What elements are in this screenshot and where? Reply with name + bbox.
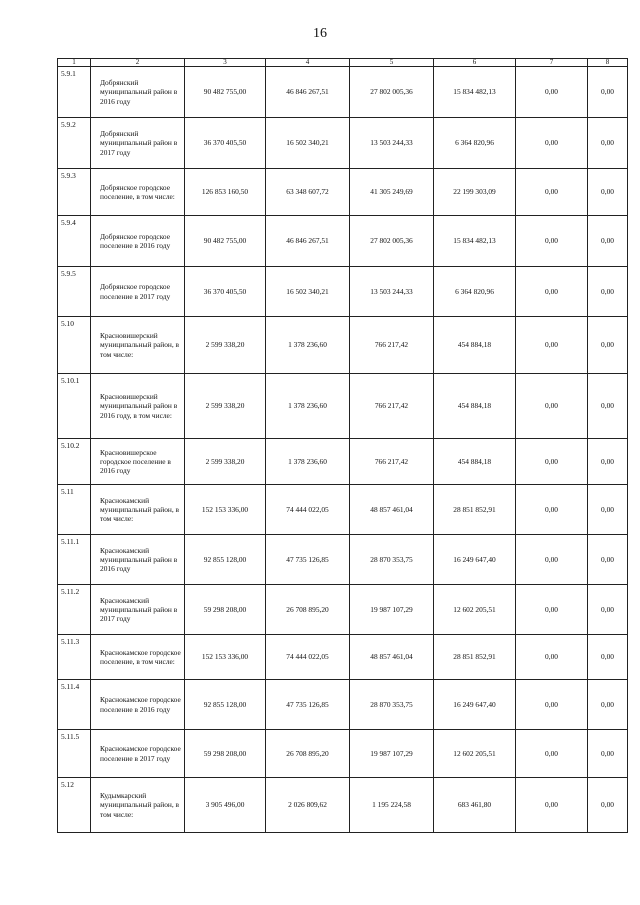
value-col-4: 46 846 267,51	[266, 67, 350, 118]
value-col-8: 0,00	[588, 216, 628, 267]
value-col-6: 454 884,18	[434, 374, 516, 439]
row-name: Краснокамское городское поселение, в том числе:	[91, 635, 185, 680]
row-name: Красновишерское городское поселение в 2016 году	[91, 439, 185, 485]
value-col-4: 47 735 126,85	[266, 535, 350, 585]
row-number: 5.11.1	[58, 535, 91, 585]
value-col-7: 0,00	[516, 778, 588, 833]
value-col-7: 0,00	[516, 169, 588, 216]
value-col-3: 90 482 755,00	[185, 67, 266, 118]
value-col-7: 0,00	[516, 317, 588, 374]
row-number: 5.11.3	[58, 635, 91, 680]
table-row	[58, 374, 628, 439]
value-col-3: 92 855 128,00	[185, 680, 266, 730]
value-col-4: 63 348 607,72	[266, 169, 350, 216]
table-row	[58, 169, 628, 216]
row-name: Добрянское городское поселение в 2017 году	[91, 267, 185, 317]
table-row	[58, 267, 628, 317]
value-col-6: 28 851 852,91	[434, 485, 516, 535]
budget-table	[57, 58, 628, 833]
value-col-5: 1 195 224,58	[350, 778, 434, 833]
value-col-5: 766 217,42	[350, 317, 434, 374]
value-col-7: 0,00	[516, 730, 588, 778]
table-row	[58, 680, 628, 730]
value-col-5: 13 503 244,33	[350, 267, 434, 317]
value-col-8: 0,00	[588, 585, 628, 635]
table-row	[58, 317, 628, 374]
column-header: 4	[266, 59, 350, 67]
table-row	[58, 439, 628, 485]
row-name: Краснокамское городское поселение в 2017 году	[91, 730, 185, 778]
value-col-4: 47 735 126,85	[266, 680, 350, 730]
value-col-8: 0,00	[588, 485, 628, 535]
column-header: 5	[350, 59, 434, 67]
row-number: 5.9.2	[58, 118, 91, 169]
value-col-6: 22 199 303,09	[434, 169, 516, 216]
value-col-4: 2 026 809,62	[266, 778, 350, 833]
value-col-6: 6 364 820,96	[434, 267, 516, 317]
value-col-8: 0,00	[588, 635, 628, 680]
value-col-8: 0,00	[588, 439, 628, 485]
table-row	[58, 67, 628, 118]
table-row	[58, 778, 628, 833]
row-number: 5.9.1	[58, 67, 91, 118]
column-header: 6	[434, 59, 516, 67]
value-col-8: 0,00	[588, 169, 628, 216]
value-col-5: 19 987 107,29	[350, 730, 434, 778]
value-col-7: 0,00	[516, 374, 588, 439]
value-col-4: 1 378 236,60	[266, 317, 350, 374]
value-col-4: 1 378 236,60	[266, 439, 350, 485]
row-name: Краснокамский муниципальный район, в том числе:	[91, 485, 185, 535]
value-col-7: 0,00	[516, 267, 588, 317]
value-col-5: 48 857 461,04	[350, 635, 434, 680]
value-col-5: 28 870 353,75	[350, 535, 434, 585]
value-col-8: 0,00	[588, 535, 628, 585]
value-col-3: 2 599 338,20	[185, 439, 266, 485]
value-col-7: 0,00	[516, 680, 588, 730]
column-header: 8	[588, 59, 628, 67]
value-col-4: 74 444 022,05	[266, 635, 350, 680]
column-header: 3	[185, 59, 266, 67]
row-number: 5.10.1	[58, 374, 91, 439]
value-col-8: 0,00	[588, 267, 628, 317]
value-col-5: 13 503 244,33	[350, 118, 434, 169]
value-col-7: 0,00	[516, 216, 588, 267]
row-number: 5.10.2	[58, 439, 91, 485]
value-col-8: 0,00	[588, 730, 628, 778]
value-col-6: 454 884,18	[434, 439, 516, 485]
row-number: 5.9.4	[58, 216, 91, 267]
value-col-6: 16 249 647,40	[434, 680, 516, 730]
value-col-3: 152 153 336,00	[185, 635, 266, 680]
page-number: 16	[313, 26, 327, 41]
value-col-3: 36 370 405,50	[185, 118, 266, 169]
value-col-4: 16 502 340,21	[266, 118, 350, 169]
row-number: 5.9.5	[58, 267, 91, 317]
header-row	[58, 59, 628, 67]
value-col-6: 12 602 205,51	[434, 730, 516, 778]
value-col-4: 1 378 236,60	[266, 374, 350, 439]
value-col-4: 26 708 895,20	[266, 730, 350, 778]
value-col-8: 0,00	[588, 118, 628, 169]
value-col-5: 766 217,42	[350, 439, 434, 485]
row-number: 5.10	[58, 317, 91, 374]
row-number: 5.11.2	[58, 585, 91, 635]
row-name: Красновишерский муниципальный район в 2016 году, в том числе:	[91, 374, 185, 439]
value-col-3: 90 482 755,00	[185, 216, 266, 267]
value-col-6: 6 364 820,96	[434, 118, 516, 169]
value-col-5: 28 870 353,75	[350, 680, 434, 730]
value-col-5: 766 217,42	[350, 374, 434, 439]
value-col-4: 74 444 022,05	[266, 485, 350, 535]
column-header: 2	[91, 59, 185, 67]
value-col-5: 27 802 005,36	[350, 216, 434, 267]
row-number: 5.9.3	[58, 169, 91, 216]
row-number: 5.12	[58, 778, 91, 833]
value-col-7: 0,00	[516, 67, 588, 118]
value-col-6: 454 884,18	[434, 317, 516, 374]
value-col-3: 59 298 208,00	[185, 730, 266, 778]
value-col-3: 2 599 338,20	[185, 374, 266, 439]
row-name: Краснокамское городское поселение в 2016 году	[91, 680, 185, 730]
value-col-7: 0,00	[516, 118, 588, 169]
value-col-6: 28 851 852,91	[434, 635, 516, 680]
row-name: Добрянское городское поселение в 2016 году	[91, 216, 185, 267]
table-row	[58, 118, 628, 169]
value-col-8: 0,00	[588, 374, 628, 439]
row-number: 5.11.4	[58, 680, 91, 730]
value-col-4: 16 502 340,21	[266, 267, 350, 317]
value-col-5: 41 305 249,69	[350, 169, 434, 216]
value-col-8: 0,00	[588, 680, 628, 730]
row-name: Добрянское городское поселение, в том числе:	[91, 169, 185, 216]
table-row	[58, 635, 628, 680]
row-name: Красновишерский муниципальный район, в том числе:	[91, 317, 185, 374]
table-row	[58, 730, 628, 778]
table-row	[58, 216, 628, 267]
value-col-7: 0,00	[516, 585, 588, 635]
row-name: Добрянский муниципальный район в 2016 году	[91, 67, 185, 118]
value-col-6: 683 461,80	[434, 778, 516, 833]
value-col-6: 15 834 482,13	[434, 67, 516, 118]
row-name: Краснокамский муниципальный район в 2017 году	[91, 585, 185, 635]
row-name: Краснокамский муниципальный район в 2016 году	[91, 535, 185, 585]
value-col-6: 12 602 205,51	[434, 585, 516, 635]
value-col-7: 0,00	[516, 439, 588, 485]
value-col-3: 2 599 338,20	[185, 317, 266, 374]
value-col-3: 152 153 336,00	[185, 485, 266, 535]
value-col-3: 92 855 128,00	[185, 535, 266, 585]
value-col-3: 59 298 208,00	[185, 585, 266, 635]
value-col-6: 16 249 647,40	[434, 535, 516, 585]
value-col-7: 0,00	[516, 485, 588, 535]
row-name: Кудымкарский муниципальный район, в том числе:	[91, 778, 185, 833]
value-col-3: 36 370 405,50	[185, 267, 266, 317]
value-col-5: 48 857 461,04	[350, 485, 434, 535]
value-col-6: 15 834 482,13	[434, 216, 516, 267]
row-number: 5.11	[58, 485, 91, 535]
table-row	[58, 535, 628, 585]
value-col-7: 0,00	[516, 535, 588, 585]
row-name: Добрянский муниципальный район в 2017 году	[91, 118, 185, 169]
column-header: 7	[516, 59, 588, 67]
value-col-5: 19 987 107,29	[350, 585, 434, 635]
column-header: 1	[58, 59, 91, 67]
value-col-8: 0,00	[588, 778, 628, 833]
value-col-4: 26 708 895,20	[266, 585, 350, 635]
value-col-5: 27 802 005,36	[350, 67, 434, 118]
value-col-8: 0,00	[588, 67, 628, 118]
row-number: 5.11.5	[58, 730, 91, 778]
value-col-3: 3 905 496,00	[185, 778, 266, 833]
value-col-4: 46 846 267,51	[266, 216, 350, 267]
table-row	[58, 585, 628, 635]
value-col-8: 0,00	[588, 317, 628, 374]
value-col-3: 126 853 160,50	[185, 169, 266, 216]
value-col-7: 0,00	[516, 635, 588, 680]
table-row	[58, 485, 628, 535]
